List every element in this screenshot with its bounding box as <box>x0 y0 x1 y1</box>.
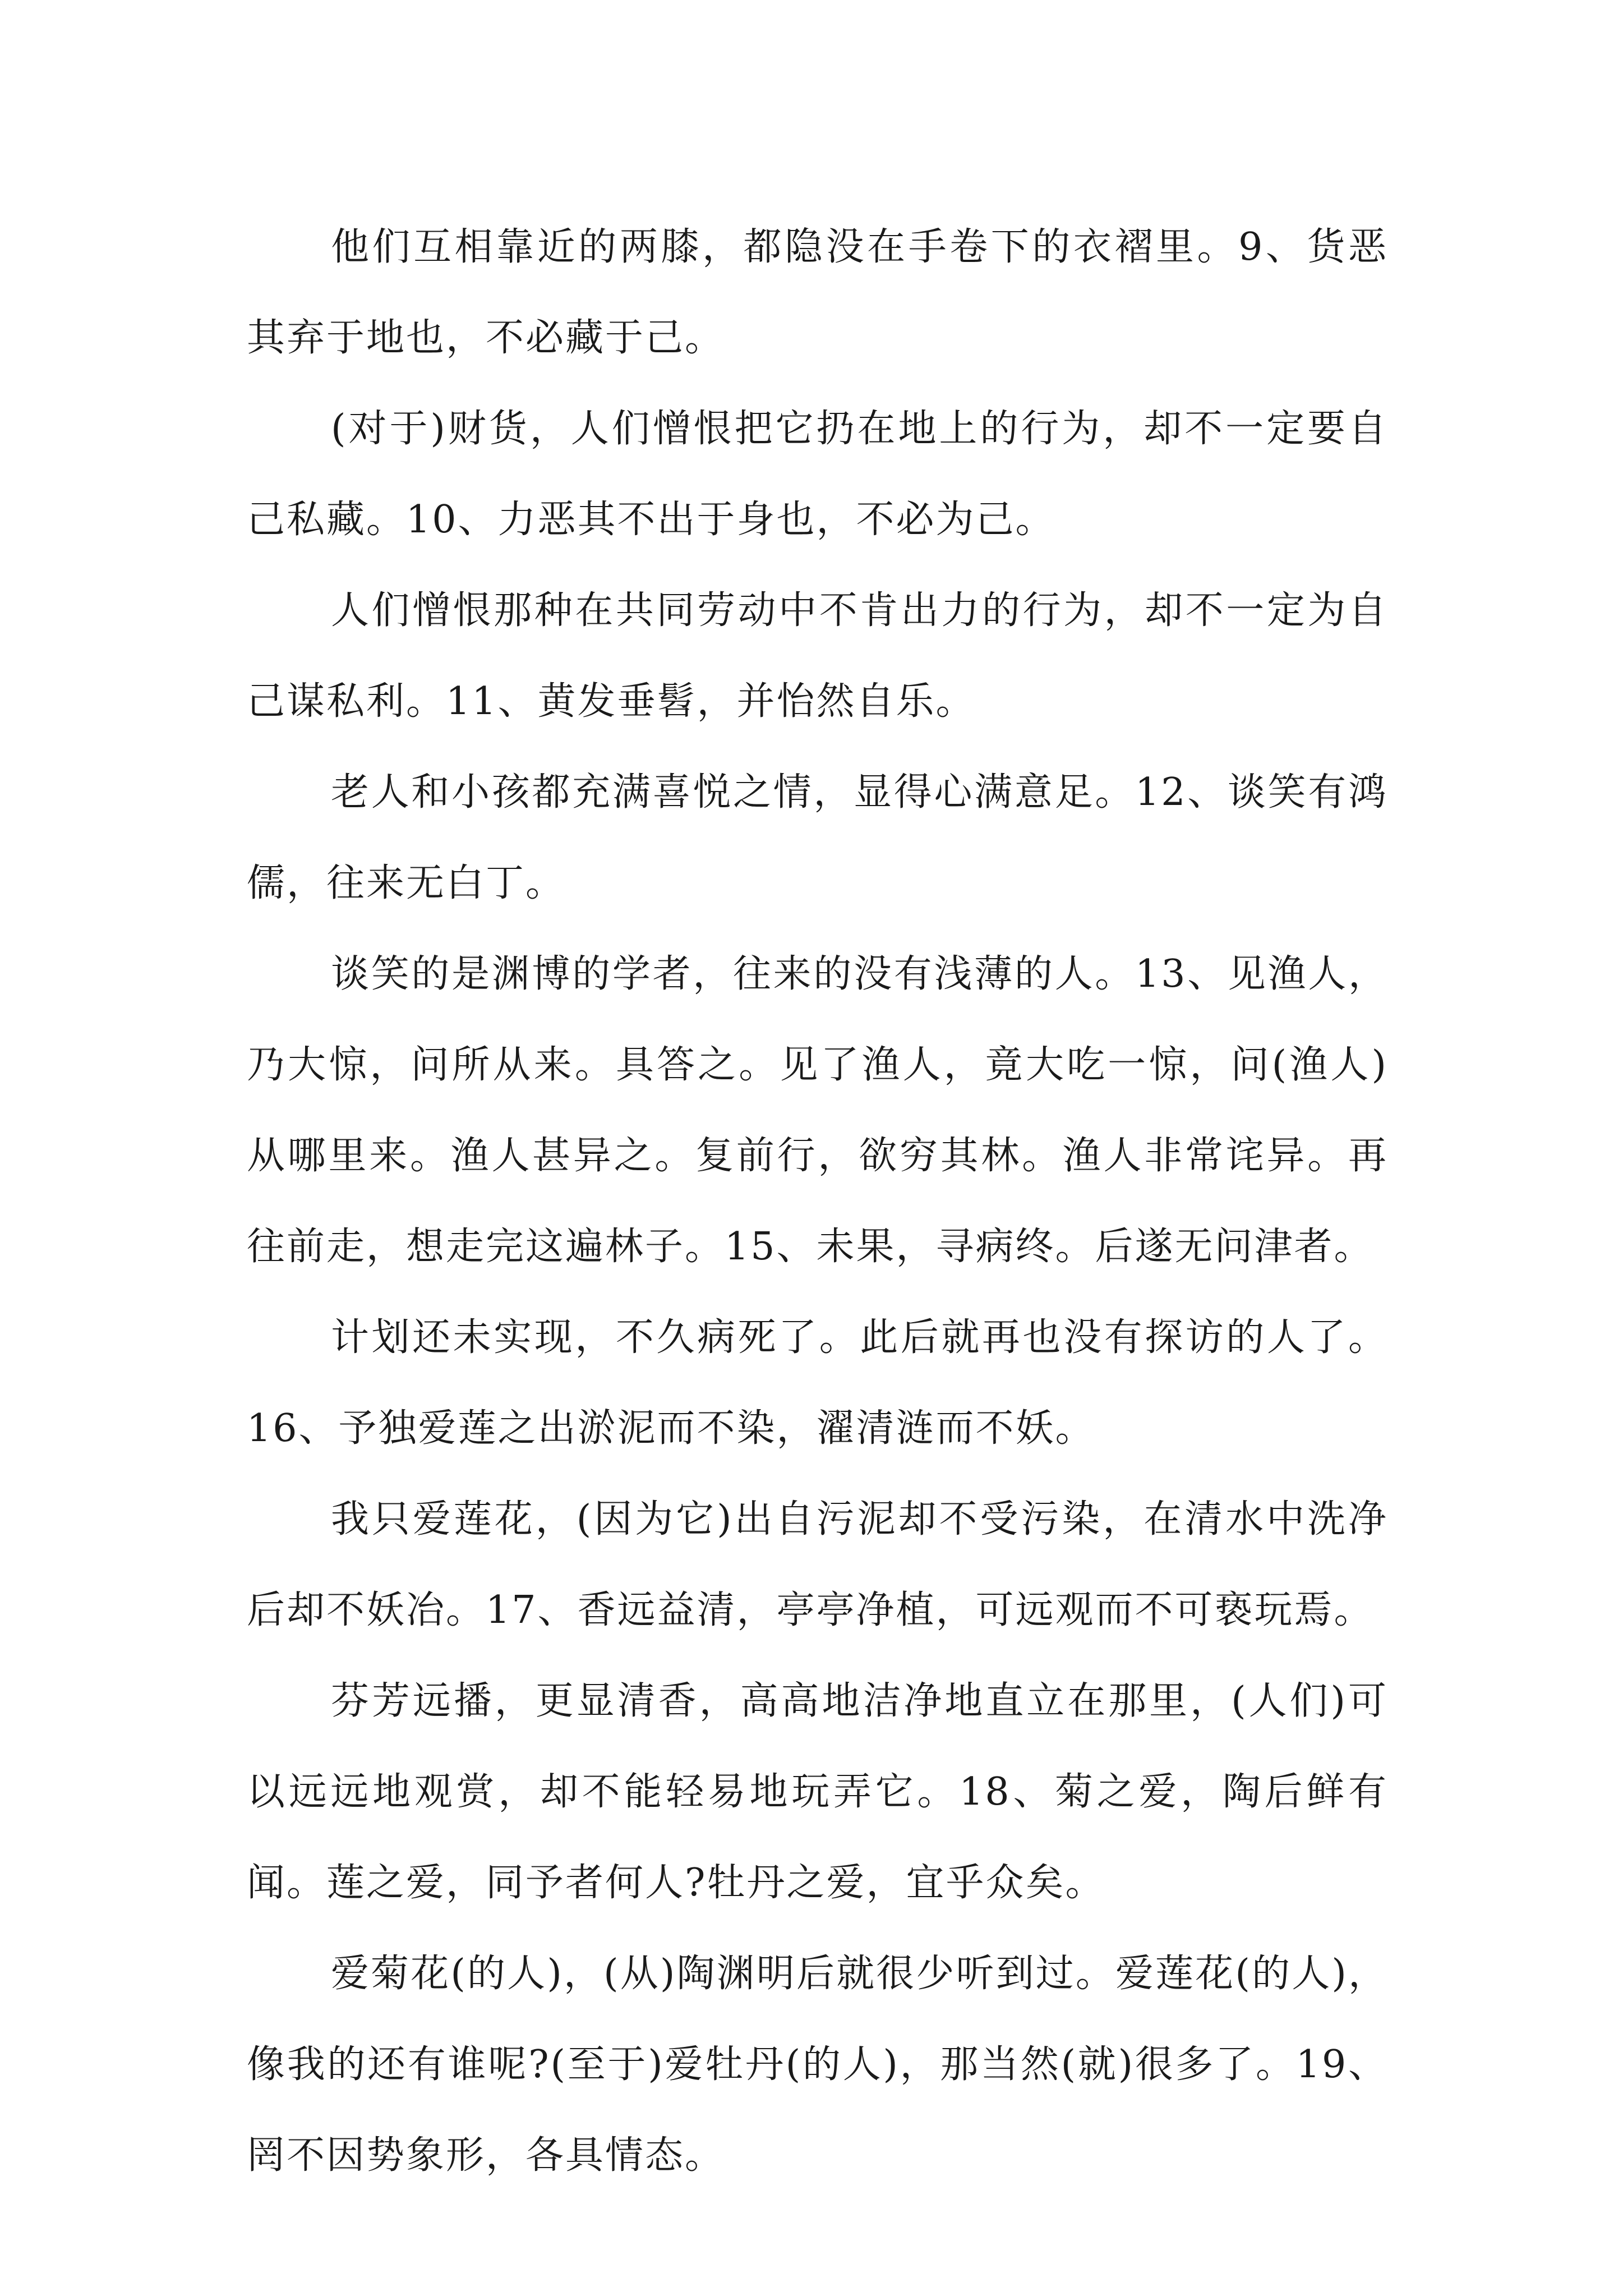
paragraph-3: 人们憎恨那种在共同劳动中不肯出力的行为，却不一定为自己谋私利。11、黄发垂髫，并怡然自乐。 <box>247 588 1388 724</box>
paragraph-5: 谈笑的是渊博的学者，往来的没有浅薄的人。13、见渔人，乃大惊，问所从来。具答之。见了渔人，竟大吃一惊，问(渔人)从哪里来。渔人甚异之。复前行，欲穷其林。渔人非常诧异。再往前走，想走完这遍林子。15、未果，寻病终。后遂无问津者。 <box>247 952 1388 1269</box>
document-body <box>247 202 1388 2201</box>
paragraph-6: 计划还未实现，不久病死了。此后就再也没有探访的人了。16、予独爱莲之出淤泥而不染，濯清涟而不妖。 <box>247 1315 1388 1451</box>
paragraph-8: 芬芳远播，更显清香，高高地洁净地直立在那里，(人们)可以远远地观赏，却不能轻易地玩弄它。18、菊之爱，陶后鲜有闻。莲之爱，同予者何人?牡丹之爱，宜乎众矣。 <box>247 1679 1388 1905</box>
paragraph-9: 爱菊花(的人)，(从)陶渊明后就很少听到过。爱莲花(的人)，像我的还有谁呢?(至于)爱牡丹(的人)，那当然(就)很多了。19、罔不因势象形，各具情态。 <box>247 1952 1388 2178</box>
paragraph-1: 他们互相靠近的两膝，都隐没在手卷下的衣褶里。9、货恶其弃于地也，不必藏于己。 <box>247 225 1388 360</box>
paragraph-4: 老人和小孩都充满喜悦之情，显得心满意足。12、谈笑有鸿儒，往来无白丁。 <box>247 770 1388 905</box>
paragraph-2: (对于)财货，人们憎恨把它扔在地上的行为，却不一定要自己私藏。10、力恶其不出于身也，不必为己。 <box>247 407 1388 542</box>
paragraph-7: 我只爱莲花，(因为它)出自污泥却不受污染，在清水中洗净后却不妖冶。17、香远益清，亭亭净植，可远观而不可亵玩焉。 <box>247 1497 1388 1632</box>
